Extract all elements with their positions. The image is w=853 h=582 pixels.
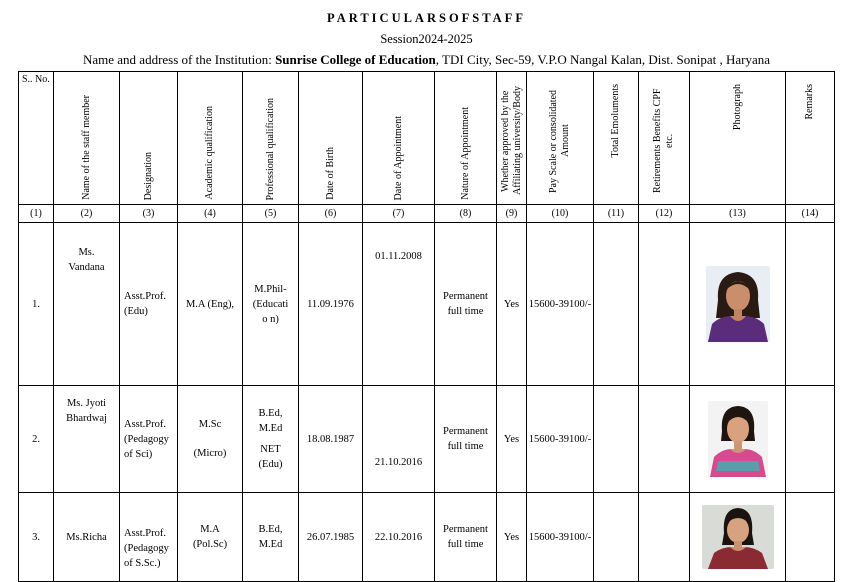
col-num: (8) [435,205,497,223]
cell-remarks [786,223,835,386]
cell-nature: Permanent full time [435,223,497,386]
cell-pay: 15600-39100/- [527,493,594,582]
col-header-pay [527,72,594,205]
staff-table [18,71,835,582]
col-num: (2) [54,205,120,223]
cell-academic: M.A (Pol.Sc) [178,493,243,582]
col-num: (14) [786,205,835,223]
cell-name: Ms. Vandana [54,223,120,386]
cell-sno: 1. [19,223,54,386]
table-row [19,386,835,493]
cell-academic [178,386,243,493]
cell-total [594,223,639,386]
institution-name: Sunrise College of Education [275,52,436,67]
page-title: PARTICULARSOFSTAFF [327,11,526,25]
academic-line-1: M.Sc [198,419,222,430]
col-header-academic-text: Academic qualification [204,106,215,200]
staff-photo [706,266,770,342]
col-header-nature [435,72,497,205]
cell-approved: Yes [497,386,527,493]
col-num: (12) [639,205,690,223]
col-header-nature-text: Nature of Appointment [459,107,471,200]
header-row [19,72,835,205]
col-num: (3) [120,205,178,223]
col-header-total [594,72,639,205]
cell-doa: 01.11.2008 [363,223,435,386]
col-header-designation [120,72,178,205]
cell-name: Ms.Richa [54,493,120,582]
cell-dob: 18.08.1987 [299,386,363,493]
cell-designation: Asst.Prof. (Pedagogy of Sci) [120,386,178,493]
col-header-approved [497,72,527,205]
col-header-doa [363,72,435,205]
col-header-remarks-text: Remarks [804,84,815,120]
institution-line [0,52,853,68]
col-num: (13) [690,205,786,223]
cell-designation: Asst.Prof. (Pedagogy of S.Sc.) [120,493,178,582]
col-header-pay-text: Pay Scale or consolidated Amount [548,89,571,193]
cell-dob: 11.09.1976 [299,223,363,386]
cell-remarks [786,493,835,582]
institution-address: , TDI City, Sec-59, V.P.O Nangal Kalan, Dist. Sonipat , Haryana [435,52,771,67]
cell-nature: Permanent full time [435,493,497,582]
col-num: (5) [243,205,299,223]
cell-remarks [786,386,835,493]
institution-prefix: Name and address of the Institution: [82,52,276,67]
cell-nature: Permanent full time [435,386,497,493]
col-header-name-text: Name of the staff member [80,95,92,200]
cell-designation: Asst.Prof. (Edu) [120,223,178,386]
cell-sno: 2. [19,386,54,493]
column-number-row [19,205,835,223]
cell-sno: 3. [19,493,54,582]
professional-line-2: NET (Edu) [258,444,283,470]
col-header-retirement [639,72,690,205]
col-header-dob [299,72,363,205]
cell-approved: Yes [497,493,527,582]
cell-professional: B.Ed, M.Ed [243,493,299,582]
session-label: Session2024-2025 [380,32,473,46]
cell-total [594,493,639,582]
cell-retirement [639,493,690,582]
cell-approved: Yes [497,223,527,386]
cell-pay: 15600-39100/- [527,223,594,386]
col-num: (6) [299,205,363,223]
col-header-professional-text: Professional qualification [264,97,276,200]
col-num: (4) [178,205,243,223]
academic-line-2: (Micro) [193,448,227,459]
col-header-total-text: Total Emoluments [610,84,621,158]
cell-photo [690,493,786,582]
col-num: (11) [594,205,639,223]
col-header-name [54,72,120,205]
cell-doa: 21.10.2016 [363,386,435,493]
cell-academic: M.A (Eng), [178,223,243,386]
col-header-photo [690,72,786,205]
cell-total [594,386,639,493]
col-num: (7) [363,205,435,223]
col-num: (1) [19,205,54,223]
col-header-sno: S.. No. [19,72,54,205]
col-header-designation-text: Designation [142,151,154,200]
col-num: (9) [497,205,527,223]
cell-pay: 15600-39100/- [527,386,594,493]
cell-name: Ms. Jyoti Bhardwaj [54,386,120,493]
col-header-photo-text: Photograph [731,84,743,131]
col-header-approved-text: Whether approved by the Affiliating university/Body [499,86,523,196]
col-header-retirement-text: Retirements Benefits CPF etc. [652,88,675,194]
col-header-dob-text: Date of Birth [324,147,336,200]
col-header-academic [178,72,243,205]
staff-photo [708,401,768,477]
cell-dob: 26.07.1985 [299,493,363,582]
cell-professional [243,386,299,493]
col-header-professional [243,72,299,205]
table-row [19,223,835,386]
professional-line-1: B.Ed, M.Ed [258,408,283,434]
cell-photo [690,223,786,386]
cell-professional: M.Phil-(Educatio n) [243,223,299,386]
col-header-doa-text: Date of Appointment [392,115,404,200]
col-header-remarks [786,72,835,205]
table-row [19,493,835,582]
cell-photo [690,386,786,493]
cell-retirement [639,386,690,493]
cell-retirement [639,223,690,386]
col-num: (10) [527,205,594,223]
staff-photo [702,505,774,569]
cell-doa: 22.10.2016 [363,493,435,582]
